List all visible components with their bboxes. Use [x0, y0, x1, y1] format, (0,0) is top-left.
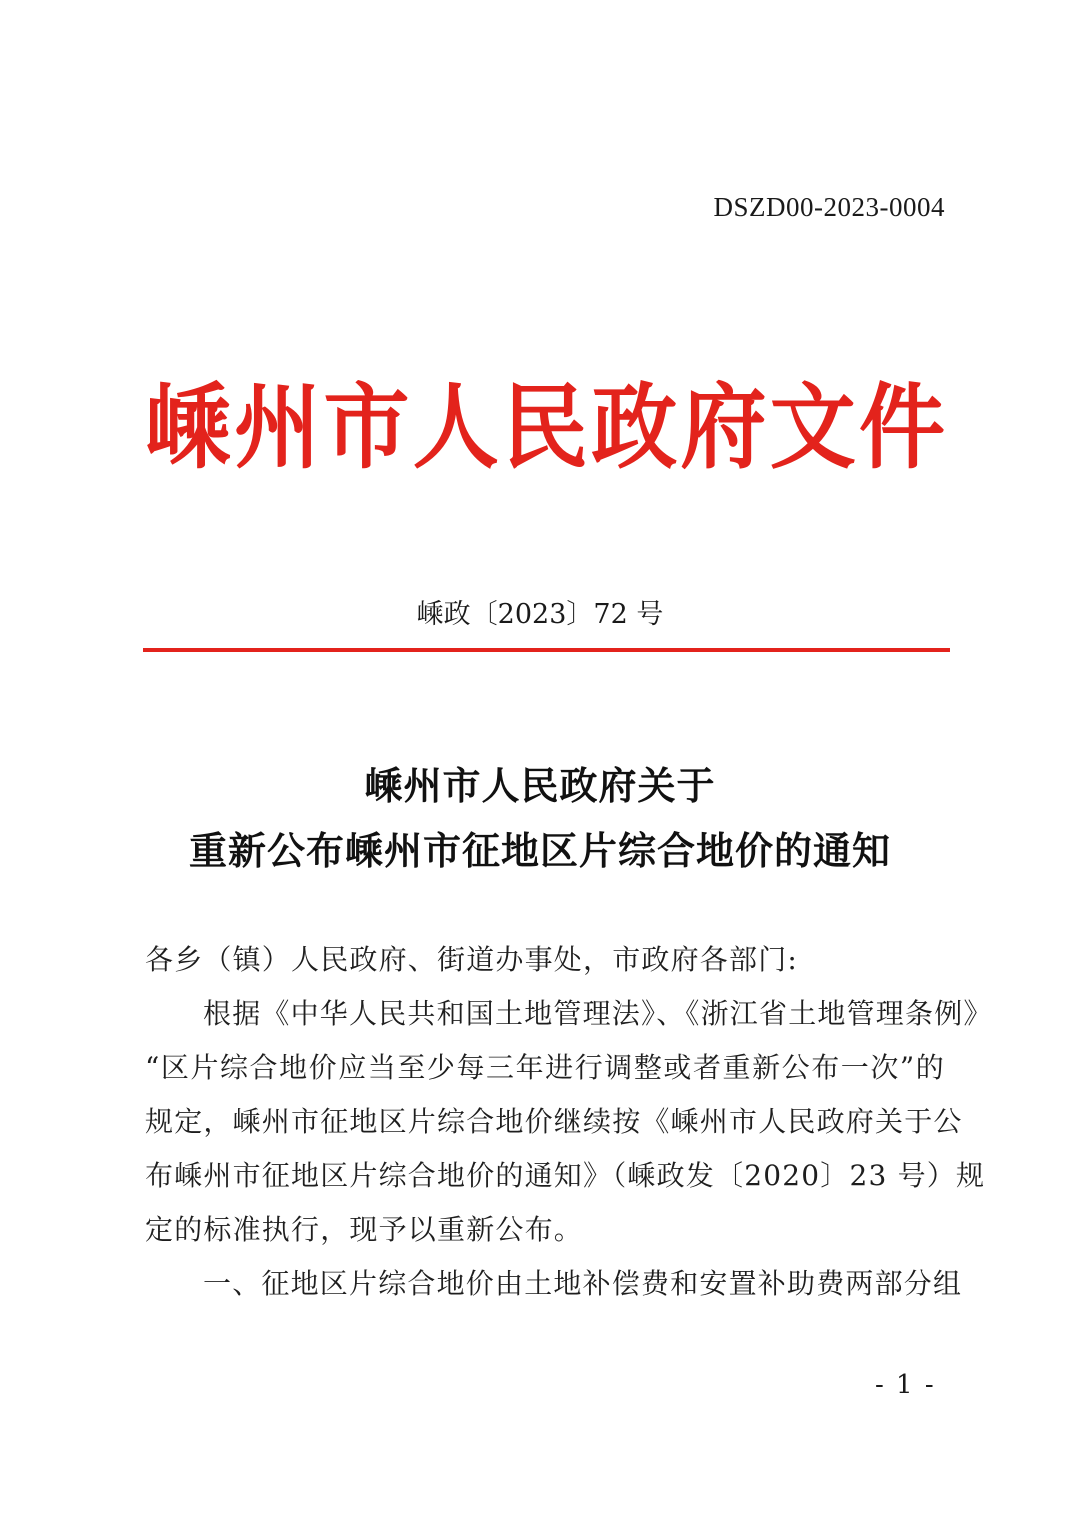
body-paragraph-line: 规定，嵊州市征地区片综合地价继续按《嵊州市人民政府关于公 [145, 1105, 963, 1138]
body-paragraph-line: 一、征地区片综合地价由土地补偿费和安置补助费两部分组 [203, 1267, 963, 1300]
document-code: DSZD00-2023-0004 [713, 192, 945, 222]
salutation: 各乡（镇）人民政府、街道办事处，市政府各部门: [145, 943, 799, 976]
masthead-char: 府 [680, 374, 767, 482]
body-paragraph-line: 布嵊州市征地区片综合地价的通知》（嵊政发〔2020〕23 号）规 [145, 1159, 986, 1192]
notice-title-line-2: 重新公布嵊州市征地区片综合地价的通知 [188, 828, 891, 873]
body-paragraph-line: 定的标准执行，现予以重新公布。 [145, 1213, 584, 1246]
masthead-char: 件 [859, 374, 945, 482]
masthead-char: 市 [323, 374, 410, 482]
masthead-char: 文 [769, 374, 856, 482]
masthead-title [145, 373, 945, 483]
masthead-char: 州 [234, 374, 321, 482]
page-number: - 1 - [875, 1370, 936, 1400]
document-number: 嵊政〔2023〕72 号 [416, 599, 664, 630]
body-paragraph-line: “区片综合地价应当至少每三年进行调整或者重新公布一次”的 [145, 1051, 945, 1084]
red-divider-line [143, 648, 950, 652]
masthead-char: 政 [591, 374, 678, 482]
masthead-char: 民 [502, 374, 588, 482]
masthead-char: 人 [412, 374, 499, 482]
body-paragraph-line: 根据《中华人民共和国土地管理法》、《浙江省土地管理条例》 [203, 997, 993, 1030]
masthead-char: 嵊 [145, 374, 231, 482]
notice-title-line-1: 嵊州市人民政府关于 [364, 763, 716, 808]
